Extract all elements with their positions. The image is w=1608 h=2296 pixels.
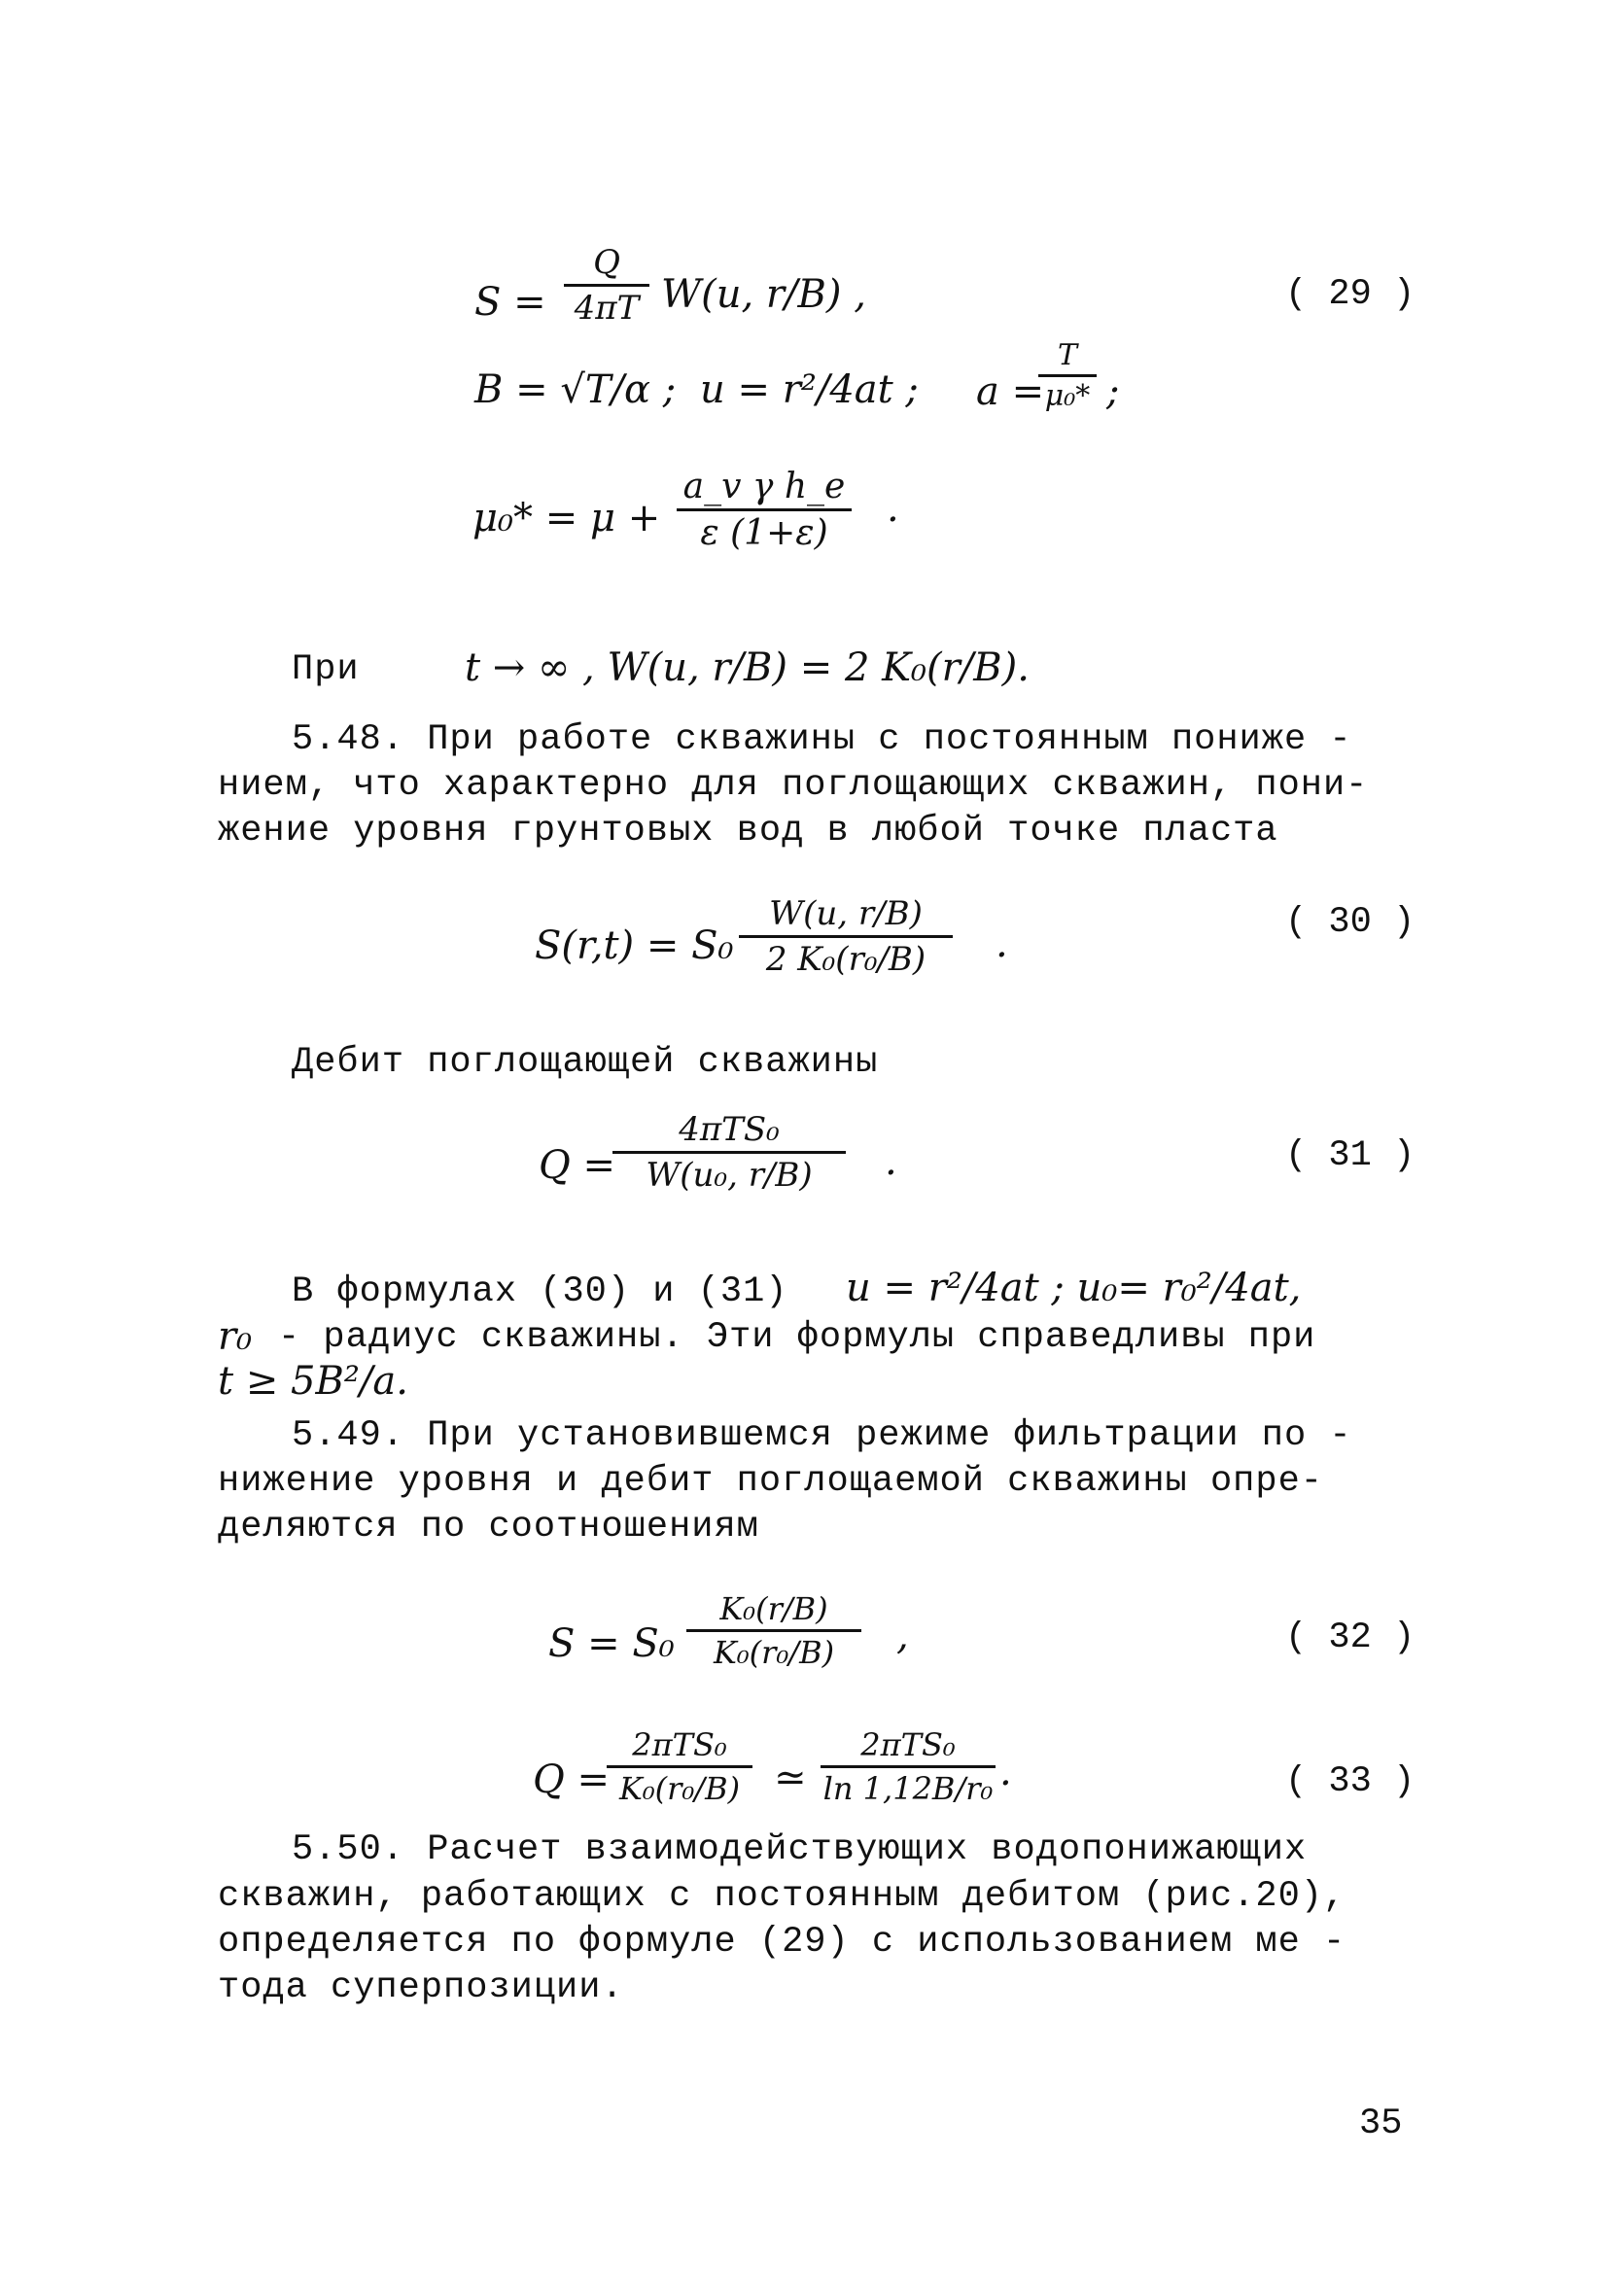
eq31-end: .: [885, 1139, 897, 1184]
eq33-denominator-1: K₀(r₀/B): [618, 1770, 741, 1807]
para-5-50-line: скважин, работающих с постоянным дебитом (рис.20),: [218, 1876, 1346, 1917]
eq30-end: .: [996, 922, 1008, 966]
para-5-49-line: нижение уровня и дебит поглощаемой скважины опре-: [218, 1461, 1323, 1502]
eq29-mu-end: .: [887, 486, 899, 531]
para-5-50-line: тода суперпозиции.: [218, 1967, 624, 2008]
eq33-numerator-1: 2πTS₀: [632, 1726, 727, 1763]
eq30-number: ( 30 ): [1285, 902, 1416, 943]
eq30-numerator: W(u, r/B): [769, 894, 923, 933]
eq31-lhs: Q =: [539, 1143, 616, 1188]
eq31-fraction: [612, 1110, 846, 1195]
formulas-text: В формулах (30) и (31): [292, 1271, 788, 1312]
para-5-48-line: жение уровня грунтовых вод в любой точке пласта: [218, 811, 1278, 852]
para-5-50-line: 5.50. Расчет взаимодействующих водопонижающих: [292, 1829, 1308, 1870]
eq29-number: ( 29 ): [1285, 274, 1416, 315]
formulas-u-definitions: u = r²/4at ; u₀= r₀²/4at,: [846, 1266, 1302, 1310]
eq29-numerator: Q: [593, 243, 620, 282]
eq33-end: .: [999, 1750, 1012, 1794]
eq33-numerator-2: 2πTS₀: [860, 1726, 956, 1763]
eq31-number: ( 31 ): [1285, 1135, 1416, 1176]
eq29-denominator: 4πT: [574, 289, 640, 328]
page-number: 35: [1359, 2104, 1403, 2144]
para-5-49-line: деляются по соотношениям: [218, 1507, 759, 1548]
eq29-mu-numerator: a_v γ h_e: [682, 467, 846, 506]
eq29-u-definition: u = r²/4at ;: [700, 367, 919, 412]
fraction-bar: [677, 508, 852, 511]
fraction-bar: [1038, 374, 1097, 377]
eq33-number: ( 33 ): [1285, 1761, 1416, 1802]
eq32-lhs: S = S₀: [548, 1621, 675, 1666]
limit-label: При: [292, 649, 360, 690]
eq32-number: ( 32 ): [1285, 1618, 1416, 1658]
eq29-fraction: [564, 243, 649, 328]
eq33-lhs: Q =: [533, 1757, 611, 1802]
eq29-mu-definition: μ₀* = μ +: [472, 496, 661, 540]
eq29-a-fraction: [1038, 338, 1097, 413]
para-5-48-line: 5.48. При работе скважины с постоянным пониже -: [292, 719, 1352, 760]
eq32-fraction: [686, 1590, 861, 1671]
eq32-numerator: K₀(r/B): [719, 1590, 828, 1627]
eq30-denominator: 2 K₀(r₀/B): [765, 940, 926, 979]
eq29-b-definition: B = √T/α ;: [474, 367, 677, 412]
fraction-bar: [739, 935, 953, 938]
formulas-condition: t ≥ 5B²/a.: [218, 1359, 408, 1404]
eq33-approx: ≃: [774, 1756, 807, 1800]
eq32-denominator: K₀(r₀/B): [713, 1634, 835, 1671]
eq33-denominator-2: ln 1,12B/r₀: [822, 1770, 994, 1807]
eq31-numerator: 4πTS₀: [679, 1110, 780, 1149]
eq32-end: ,: [896, 1614, 909, 1658]
fraction-bar: [607, 1765, 752, 1768]
para-5-48-line: нием, что характерно для поглощающих скважин, пони-: [218, 765, 1369, 806]
eq29-mu-denominator: ε (1+ε): [700, 513, 828, 553]
eq31-denominator: W(u₀, r/B): [646, 1156, 813, 1195]
formulas-text: - радиус скважины. Эти формулы справедливы при: [278, 1317, 1316, 1358]
limit-expression: t → ∞ , W(u, r/B) = 2 K₀(r/B).: [465, 645, 1030, 690]
fraction-bar: [686, 1629, 861, 1632]
eq29-mu-fraction: [677, 467, 852, 553]
fraction-bar: [612, 1151, 846, 1154]
debit-label: Дебит поглощающей скважины: [292, 1042, 879, 1083]
fraction-bar: [821, 1765, 996, 1768]
eq30-lhs: S(r,t) = S₀: [535, 923, 734, 968]
eq29-a-definition: a =: [976, 369, 1045, 414]
eq33-fraction-2: [821, 1726, 996, 1807]
eq29-a-denominator: μ₀*: [1044, 379, 1091, 413]
fraction-bar: [564, 284, 649, 287]
formulas-r0-symbol: r₀: [218, 1314, 253, 1359]
eq29-lhs: S =: [474, 280, 546, 325]
para-5-50-line: определяется по формуле (29) с использованием ме -: [218, 1922, 1346, 1963]
eq29-w-expression: W(u, r/B) ,: [661, 272, 866, 317]
eq29-a-end: ;: [1106, 369, 1120, 414]
eq33-fraction-1: [607, 1726, 752, 1807]
para-5-49-line: 5.49. При установившемся режиме фильтрации по -: [292, 1415, 1352, 1456]
eq29-a-numerator: T: [1057, 338, 1077, 372]
eq30-fraction: [739, 894, 953, 979]
